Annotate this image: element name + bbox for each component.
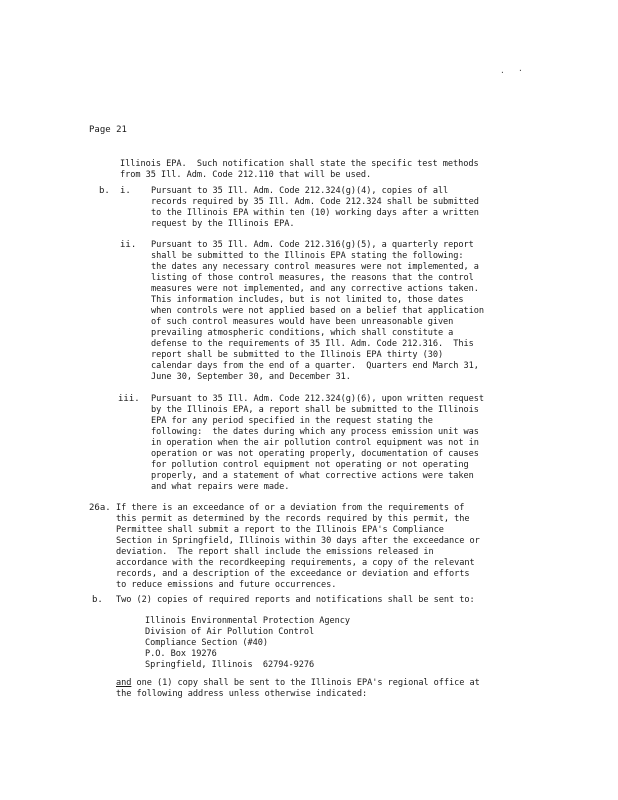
item-ii-line: Pursuant to 35 Ill. Adm. Code 212.316(g)(5), a quarterly report	[151, 240, 474, 250]
item-iii-line: for pollution control equipment not operating or not operating	[151, 460, 469, 470]
section-26a-line: records, and a description of the exceedance or deviation and efforts	[116, 569, 470, 579]
item-i-label: i.	[120, 186, 131, 196]
item-ii-line: report shall be submitted to the Illinois EPA thirty (30)	[151, 350, 444, 360]
item-ii-line: shall be submitted to the Illinois EPA stating the following:	[151, 251, 464, 261]
item-iii-line: in operation when the air pollution control equipment was not in	[151, 438, 479, 448]
section-26a-line: accordance with the recordkeeping requirements, a copy of the relevant	[116, 558, 475, 568]
item-ii-line: when controls were not applied based on a belief that application	[151, 306, 485, 316]
item-ii-line: This information includes, but is not limited to, those dates	[151, 295, 464, 305]
section-26a-line: If there is an exceedance of or a deviation from the requirements of	[116, 503, 465, 513]
item-ii-line: June 30, September 30, and December 31.	[151, 372, 351, 382]
item-i-line: records required by 35 Ill. Adm. Code 212.324 shall be submitted	[151, 197, 479, 207]
item-ii-line: prevailing atmospheric conditions, which shall constitute a	[151, 328, 454, 338]
item-ii-line: listing of those control measures, the reasons that the control	[151, 273, 474, 283]
address-line: Illinois Environmental Protection Agency	[145, 616, 350, 626]
item-ii-line: defense to the requirements of 35 Ill. Adm. Code 212.316. This	[151, 339, 474, 349]
address-line: Compliance Section (#40)	[145, 638, 268, 648]
item-i-line: request by the Illinois EPA.	[151, 219, 295, 229]
item-ii-label: ii.	[120, 240, 137, 250]
item-iii-line: following: the dates during which any process emission unit was	[151, 427, 479, 437]
item-iii-line: properly, and a statement of what corrective actions were taken	[151, 471, 474, 481]
item-ii-line: the dates any necessary control measures were not implemented, a	[151, 262, 479, 272]
address-line: Springfield, Illinois 62794-9276	[145, 660, 315, 670]
scan-speck: .	[518, 64, 523, 73]
closing-text: one (1) copy shall be sent to the Illinois EPA's regional office at	[131, 678, 480, 688]
scan-speck: .	[500, 66, 505, 75]
item-iii-line: EPA for any period specified in the request stating the	[151, 416, 433, 426]
section-26a-line: Permittee shall submit a report to the Illinois EPA's Compliance	[116, 525, 444, 535]
item-i-line: to the Illinois EPA within ten (10) working days after a written	[151, 208, 479, 218]
item-ii-line: of such control measures would have been unreasonable given	[151, 317, 454, 327]
page-number: Page 21	[89, 125, 127, 135]
item-iii-label: iii.	[118, 394, 140, 404]
intro-line: Illinois EPA. Such notification shall state the specific test methods	[120, 159, 479, 169]
section-26a-line: Section in Springfield, Illinois within 30 days after the exceedance or	[116, 536, 480, 546]
closing-line: the following address unless otherwise indicated:	[116, 689, 368, 699]
section-26a-line: to reduce emissions and future occurrences.	[116, 580, 337, 590]
address-line: Division of Air Pollution Control	[145, 627, 315, 637]
closing-line	[116, 678, 480, 689]
item-iii-line: by the Illinois EPA, a report shall be submitted to the Illinois	[151, 405, 479, 415]
section-26a-label: 26a.	[89, 503, 111, 513]
section-26a-line: this permit as determined by the records required by this permit, the	[116, 514, 470, 524]
and-word: and	[116, 678, 132, 688]
address-line: P.O. Box 19276	[145, 649, 217, 659]
item-ii-line: measures were not implemented, and any corrective actions taken.	[151, 284, 479, 294]
section-b2-line: Two (2) copies of required reports and notifications shall be sent to:	[116, 595, 475, 605]
item-iii-line: and what repairs were made.	[151, 482, 290, 492]
item-iii-line: operation or was not operating properly, documentation of causes	[151, 449, 479, 459]
section-26a-line: deviation. The report shall include the emissions released in	[116, 547, 434, 557]
section-b2-label: b.	[92, 595, 103, 605]
item-ii-line: calendar days from the end of a quarter. Quarters end March 31,	[151, 361, 479, 371]
item-iii-line: Pursuant to 35 Ill. Adm. Code 212.324(g)(6), upon written request	[151, 394, 485, 404]
intro-line: from 35 Ill. Adm. Code 212.110 that will be used.	[120, 170, 372, 180]
item-i-line: Pursuant to 35 Ill. Adm. Code 212.324(g)(4), copies of all	[151, 186, 449, 196]
section-b-label: b.	[99, 186, 110, 196]
